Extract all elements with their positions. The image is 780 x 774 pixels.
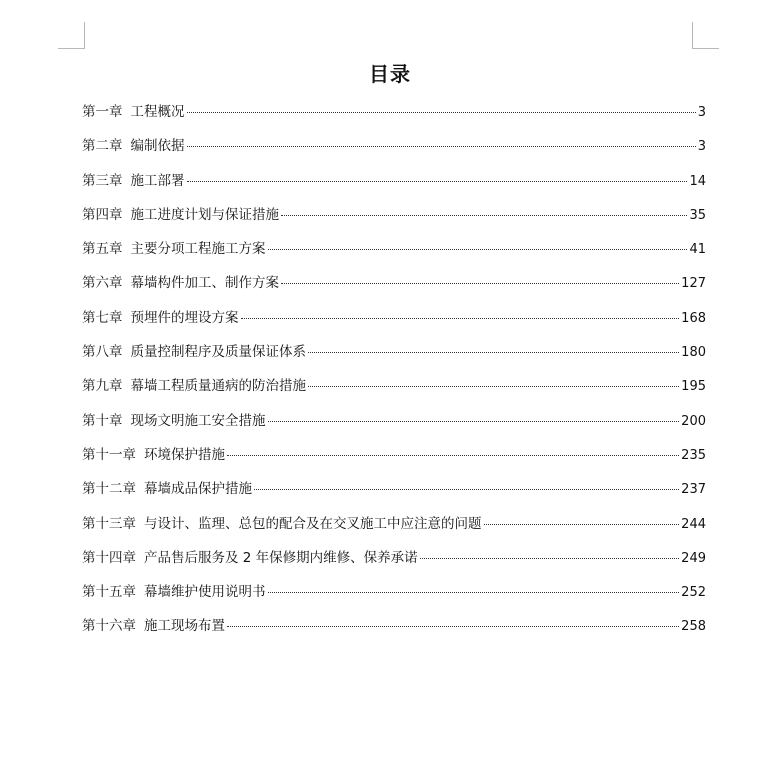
toc-entry[interactable] [82, 269, 706, 303]
toc-entry[interactable] [82, 304, 706, 338]
toc-page-number: 3 [697, 105, 706, 120]
toc-entry[interactable] [82, 235, 706, 269]
toc-chapter-number: 第八章 [82, 344, 123, 361]
toc-page-number: 14 [689, 173, 706, 189]
toc-chapter-title: 环境保护措施 [144, 446, 225, 463]
toc-chapter-title: 质量控制程序及质量保证体系 [130, 344, 306, 361]
toc-page-number: 3 [697, 139, 706, 155]
toc-entry[interactable] [82, 475, 706, 509]
toc-page-number: 258 [681, 619, 706, 635]
toc-chapter-title: 幕墙成品保护措施 [144, 481, 252, 498]
toc-page-number: 244 [681, 516, 706, 532]
toc-chapter-title: 幕墙工程质量通病的防治措施 [130, 378, 306, 395]
toc-page-number: 235 [681, 447, 706, 463]
toc-chapter-number: 第六章 [82, 275, 123, 292]
toc-entry[interactable] [82, 338, 706, 372]
toc-chapter-title: 幕墙构件加工、制作方案 [130, 275, 279, 292]
toc-dot-leader [484, 524, 680, 525]
toc-dot-leader [268, 249, 688, 250]
crop-mark-top-right [692, 22, 719, 49]
toc-chapter-number: 第十四章 [82, 549, 136, 566]
toc-entry[interactable] [82, 132, 706, 166]
toc-page-number: 127 [681, 276, 706, 292]
crop-mark-top-left [58, 22, 85, 49]
toc-dot-leader [254, 489, 679, 490]
toc-dot-leader [281, 215, 687, 216]
toc-page-number: 200 [681, 413, 706, 429]
toc-chapter-number: 第十五章 [82, 584, 136, 601]
toc-chapter-title: 产品售后服务及 2 年保修期内维修、保养承诺 [144, 549, 418, 566]
toc-chapter-number: 第五章 [82, 241, 123, 258]
toc-chapter-number: 第一章 [82, 104, 123, 120]
toc-dot-leader [308, 352, 679, 353]
toc-chapter-number: 第二章 [82, 138, 123, 155]
toc-page-number: 180 [681, 345, 706, 361]
toc-chapter-number: 第三章 [82, 172, 123, 189]
toc-dot-leader [187, 181, 688, 182]
toc-chapter-number: 第十一章 [82, 446, 136, 463]
toc-chapter-number: 第十六章 [82, 618, 136, 635]
toc-dot-leader [227, 626, 679, 627]
toc-chapter-title: 幕墙维护使用说明书 [144, 584, 266, 601]
toc-title: 目录 [369, 62, 411, 86]
toc-dot-leader [241, 318, 680, 319]
toc-page-number: 35 [689, 207, 706, 223]
toc-chapter-number: 第九章 [82, 378, 123, 395]
toc-chapter-title: 施工现场布置 [144, 618, 225, 635]
toc-entry[interactable] [82, 167, 706, 201]
toc-chapter-title: 预埋件的埋设方案 [130, 309, 239, 326]
table-of-contents [82, 98, 706, 647]
toc-entry[interactable] [82, 201, 706, 235]
toc-chapter-title: 工程概况 [130, 104, 185, 120]
toc-entry[interactable] [82, 578, 706, 612]
toc-chapter-title: 现场文明施工安全措施 [130, 412, 266, 429]
toc-page-number: 168 [681, 310, 706, 326]
toc-entry[interactable] [82, 612, 706, 646]
toc-dot-leader [308, 386, 679, 387]
toc-entry[interactable] [82, 372, 706, 406]
toc-chapter-number: 第十三章 [82, 515, 136, 532]
toc-dot-leader [227, 455, 679, 456]
toc-chapter-number: 第四章 [82, 206, 123, 223]
toc-chapter-title: 施工部署 [130, 172, 185, 189]
toc-chapter-title: 主要分项工程施工方案 [130, 241, 266, 258]
toc-entry[interactable] [82, 510, 706, 544]
toc-chapter-number: 第十章 [82, 412, 123, 429]
toc-chapter-title: 与设计、监理、总包的配合及在交叉施工中应注意的问题 [144, 515, 482, 532]
toc-dot-leader [420, 558, 680, 559]
toc-chapter-number: 第七章 [82, 309, 123, 326]
toc-entry[interactable] [82, 98, 706, 132]
toc-page-number: 195 [681, 379, 706, 395]
toc-chapter-title: 编制依据 [130, 138, 185, 155]
toc-entry[interactable] [82, 441, 706, 475]
toc-page-number: 252 [681, 585, 706, 601]
toc-page-number: 237 [681, 482, 706, 498]
toc-page-number: 249 [681, 550, 706, 566]
toc-chapter-number: 第十二章 [82, 481, 136, 498]
toc-dot-leader [187, 146, 696, 147]
toc-entry[interactable] [82, 544, 706, 578]
toc-dot-leader [268, 421, 680, 422]
toc-chapter-title: 施工进度计划与保证措施 [130, 206, 279, 223]
toc-dot-leader [187, 112, 696, 113]
toc-entry[interactable] [82, 407, 706, 441]
toc-page-number: 41 [689, 242, 706, 258]
toc-dot-leader [281, 283, 679, 284]
toc-dot-leader [268, 592, 680, 593]
